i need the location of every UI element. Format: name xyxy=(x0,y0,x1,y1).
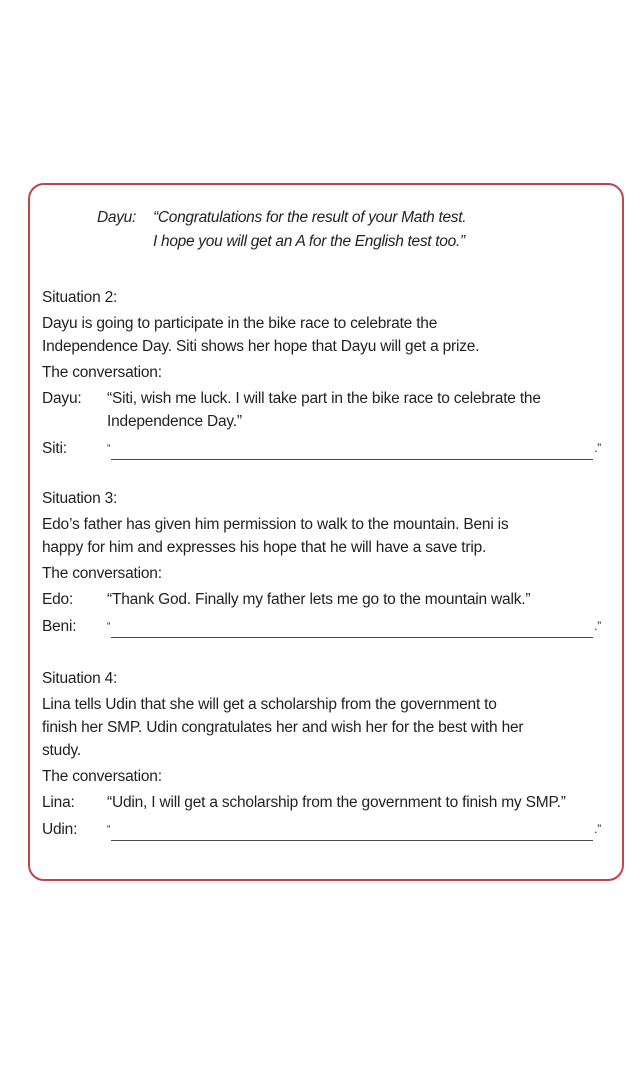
open-quote: “ xyxy=(107,443,111,454)
speaker-name: Edo: xyxy=(42,591,74,608)
open-quote: “ xyxy=(107,621,111,632)
intro-line-1: “Congratulations for the result of your Math test. xyxy=(153,209,467,226)
conversation-label: The conversation: xyxy=(42,364,162,381)
dialogue-line xyxy=(42,588,612,611)
situation-description-line: Edo’s father has given him permission to walk to the mountain. Beni is xyxy=(42,516,509,533)
speaker-name: Beni: xyxy=(42,618,77,635)
close-quote: .” xyxy=(594,619,602,633)
situation-description-line: Independence Day. Siti shows her hope that Dayu will get a prize. xyxy=(42,338,480,355)
speaker-name: Siti: xyxy=(42,440,67,457)
dialogue-line xyxy=(42,791,612,814)
situation-2 xyxy=(42,286,612,460)
situation-description-line: happy for him and expresses his hope that he will have a save trip. xyxy=(42,539,487,556)
intro-line-2: I hope you will get an A for the English test too.” xyxy=(153,233,465,250)
answer-line xyxy=(42,614,612,638)
close-quote: .” xyxy=(594,441,602,455)
situation-title: Situation 2: xyxy=(42,289,118,306)
close-quote: .” xyxy=(594,822,602,836)
speaker-name: Lina: xyxy=(42,794,75,811)
intro-speaker: Dayu: xyxy=(97,209,136,226)
conversation-label: The conversation: xyxy=(42,565,162,582)
intro-dialogue xyxy=(97,206,466,254)
answer-blank[interactable] xyxy=(111,621,593,638)
speaker-name: Dayu: xyxy=(42,390,82,407)
utterance: “Thank God. Finally my father lets me go to the mountain walk.” xyxy=(107,591,531,608)
situation-description-line: Lina tells Udin that she will get a scholarship from the government to xyxy=(42,696,497,713)
utterance: “Siti, wish me luck. I will take part in the bike race to celebrate the Independence Day.” xyxy=(107,390,541,430)
situation-title: Situation 4: xyxy=(42,670,118,687)
situation-description-line: study. xyxy=(42,742,82,759)
situation-description-line: Dayu is going to participate in the bike race to celebrate the xyxy=(42,315,438,332)
dialogue-line xyxy=(42,387,612,433)
speaker-name: Udin: xyxy=(42,821,78,838)
situation-description-line: finish her SMP. Udin congratulates her and wish her for the best with her xyxy=(42,719,524,736)
situation-3 xyxy=(42,487,612,638)
answer-blank[interactable] xyxy=(111,443,593,460)
situation-title: Situation 3: xyxy=(42,490,118,507)
utterance: “Udin, I will get a scholarship from the government to finish my SMP.” xyxy=(107,794,566,811)
situation-4 xyxy=(42,667,612,841)
answer-blank[interactable] xyxy=(111,824,593,841)
answer-line xyxy=(42,817,612,841)
answer-line xyxy=(42,436,612,460)
open-quote: “ xyxy=(107,824,111,835)
conversation-label: The conversation: xyxy=(42,768,162,785)
